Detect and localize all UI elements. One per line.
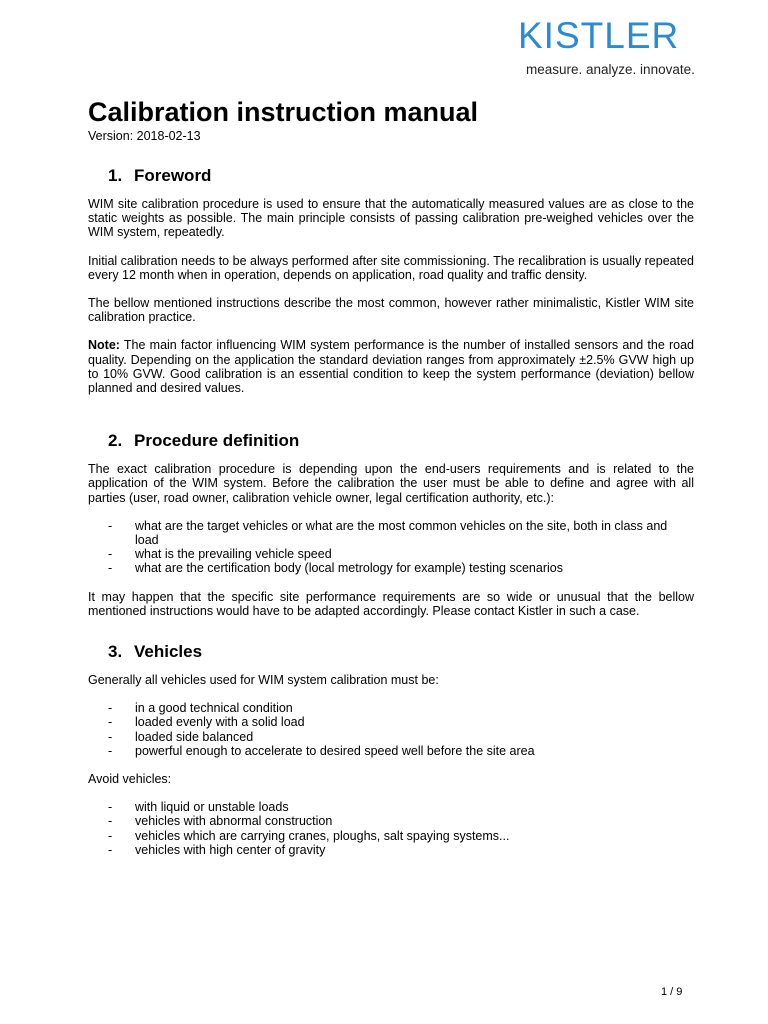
section-heading-foreword	[88, 166, 694, 186]
list-item-text: powerful enough to accelerate to desired speed well before the site area	[135, 743, 535, 758]
list-item-text: vehicles which are carrying cranes, ploughs, salt spaying systems...	[135, 828, 510, 843]
note-paragraph	[88, 338, 694, 395]
paragraph: Avoid vehicles:	[88, 772, 172, 787]
list-item-text: what are the certification body (local metrology for example) testing scenarios	[135, 561, 563, 576]
list-item-text: in a good technical condition	[135, 701, 293, 716]
bullet-marker: -	[108, 561, 113, 576]
kistler-logo	[496, 14, 706, 78]
list-item	[88, 715, 694, 729]
bullet-marker: -	[108, 842, 113, 857]
list-item	[88, 730, 694, 744]
bullet-marker: -	[108, 743, 113, 758]
note-text: The main factor influencing WIM system performance is the number of installed sensors and the road quality. Depending on the application the standard deviation ranges from approximately ±2.5% GVW high up to 10% GVW. Good calibration is an essential condition to keep the system performance (deviation) bellow planned and desired values.	[88, 338, 694, 396]
bullet-marker: -	[108, 814, 113, 829]
paragraph: The bellow mentioned instructions describe the most common, however rather minimalistic, Kistler WIM site calibration practice.	[88, 296, 694, 325]
list-item-text: with liquid or unstable loads	[135, 800, 289, 815]
list-item	[88, 701, 694, 715]
section-heading-procedure	[88, 431, 694, 451]
version-text: Version: 2018-02-13	[88, 129, 201, 143]
bullet-marker: -	[108, 715, 113, 730]
bullet-marker: -	[108, 547, 113, 562]
section-number: 2.	[108, 431, 123, 451]
page-number: 1 / 9	[661, 986, 683, 998]
logo-wordmark: KISTLER	[518, 15, 680, 56]
bullet-marker: -	[108, 701, 113, 716]
paragraph: The exact calibration procedure is depending upon the end-users requirements and is related to the application of the WIM system. Before the calibration the user must be able to define and agree with all parties (user, road owner, calibration vehicle owner, legal certification authority, etc.):	[88, 462, 694, 505]
paragraph: Generally all vehicles used for WIM system calibration must be:	[88, 673, 439, 688]
section-title: Foreword	[134, 166, 212, 185]
bullet-marker: -	[108, 828, 113, 843]
list-item-text: what are the target vehicles or what are the most common vehicles on the site, both in class and load	[135, 518, 668, 548]
bullet-list	[88, 701, 694, 758]
paragraph: WIM site calibration procedure is used to ensure that the automatically measured values are as close to the static weights as possible. The main principle consists of passing calibration pre-weighed vehicles over the WIM system, repeatedly.	[88, 197, 694, 240]
list-item-text: vehicles with high center of gravity	[135, 842, 326, 857]
document-body	[88, 95, 694, 871]
section-number: 1.	[108, 166, 123, 185]
logo-tagline: measure. analyze. innovate.	[526, 62, 695, 77]
section-number: 3.	[108, 642, 123, 662]
bullet-list	[88, 519, 694, 576]
list-item-text: what is the prevailing vehicle speed	[135, 547, 332, 562]
list-item	[88, 843, 694, 857]
bullet-list	[88, 800, 694, 857]
bullet-marker: -	[108, 800, 113, 815]
paragraph: It may happen that the specific site performance requirements are so wide or unusual that the bellow mentioned instructions would have to be adapted accordingly. Please contact Kistler in such a case.	[88, 589, 694, 618]
list-item	[88, 519, 694, 547]
section-title: Vehicles	[134, 642, 203, 662]
section-title: Procedure definition	[134, 431, 300, 451]
bullet-marker: -	[108, 729, 113, 744]
list-item	[88, 744, 694, 758]
list-item-text: vehicles with abnormal construction	[135, 814, 333, 829]
list-item-text: loaded side balanced	[135, 729, 254, 744]
list-item-text: loaded evenly with a solid load	[135, 715, 305, 730]
list-item	[88, 547, 694, 561]
list-item	[88, 800, 694, 814]
note-label: Note:	[88, 338, 120, 353]
section-heading-vehicles	[88, 642, 694, 662]
list-item	[88, 814, 694, 828]
list-item	[88, 829, 694, 843]
document-title: Calibration instruction manual	[88, 97, 479, 127]
bullet-marker: -	[108, 518, 113, 533]
list-item	[88, 561, 694, 575]
paragraph: Initial calibration needs to be always performed after site commissioning. The recalibration is usually repeated every 12 month when in operation, depends on application, road quality and traffic density.	[88, 253, 694, 282]
